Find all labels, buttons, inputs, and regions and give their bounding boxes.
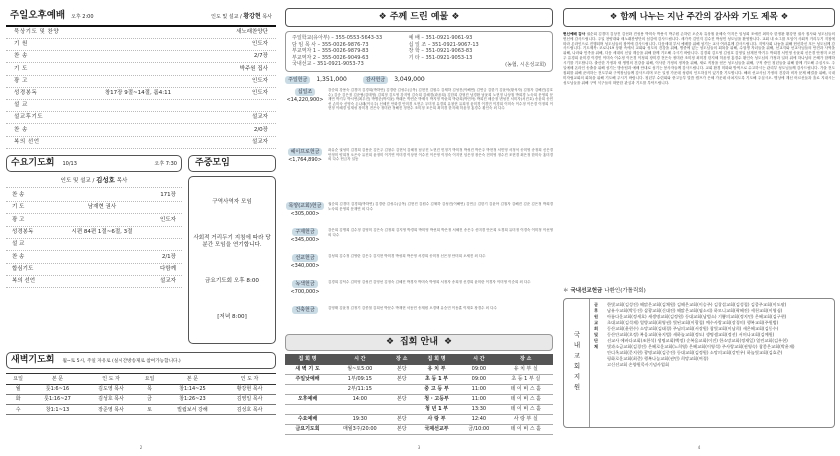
service-order-row	[6, 100, 276, 112]
table-cell: 데 이 비 스 홀	[499, 424, 553, 434]
table-cell: 수	[6, 405, 30, 415]
table-cell: 룻1:16~27	[30, 394, 84, 404]
offering-row	[285, 148, 553, 198]
order-person: 171장	[160, 192, 176, 199]
dawn-prayer-note: 월~토 5시, 주일 자유로 (실시간방송제로 참여가능합니다.)	[62, 359, 181, 364]
table-cell: 화	[6, 394, 30, 404]
gathering-guide-header	[285, 334, 553, 351]
table-cell: 룻1:6~16	[30, 384, 84, 394]
prayer-banner	[563, 8, 835, 27]
list-item-text: 선교사 에바다교회(조한석) 생명교회(백정) 순복음교회(이진) 한소망교회(정재일) 열린교회(김우현)	[607, 338, 788, 344]
order-value: 창17장 9절~14절, 롬4:11	[104, 89, 172, 96]
sunday-service-header	[6, 8, 276, 27]
table-row	[285, 394, 553, 404]
table-cell: 목	[137, 384, 161, 394]
report-text: 권순희 김경미 김상진 김선화 진성용 박미숙 박용식 박주원 손하린 오순옥 유상철 윤혜숙 이지은 임성희 조예진 최미숙 한정완 황강현 권사 집사와 성도님들의 헌신에 감사드립니다. 주일 찬양대와 새노래찬양단의 섬김에 감사드립니다. 새가족 김민지 김수진 박성민 성도님을 환영합니다. 교회 내 소그룹 모임이 사회적 거리두기 지침에 따라 온라인으로 진행되며 성도님들의 참여에 감사드립니다. 다음세대 부서 예배를 위해 섬기는 교사 여러분께 감사드립니다. 지역사회 나눔을 위해 헌신하신 모든 성도님께 감사드립니다. 기도제목: 코로나19 상황 속에서 교회와 성도의 건강을 위해, 병중에 있는 성도님들의 회복을 위해, 수험생 자녀들을 위해, 선교지와 선교사님들의 안전과 사역을 위해, 나라와 민족을 위해, 다음 세대의 신앙 계승을 위해 함께 기도해 주시기 바랍니다. 김경희 김도영 김성호 김영일 남재현 박기두 박희경 서민영 송윤희 신은경 안정미 오현주 유경희 윤미경 이경민 이미숙 이수정 이은경 이정희 장미경 전은숙 정미란 조미정 최미경 한지혜 허윤정 홍경수 황인숙 성도님의 가정과 일터 위에 하나님의 은혜가 함께하시기를 기도합니다. 출산한 가정과 새 생명의 건강을 위해, 이사한 가정의 정착을 위해, 새로 직장을 얻은 성도님들을 위해, 구직 중인 청년들을 위해 함께 기도해 주십시오. 주일예배 온라인 송출을 위해 섬기는 방송팀과 예배 안내로 섬기는 봉사자들께 감사드립니다. 교회 환경 미화와 방역으로 수고하시는 관리부 성도님들께 감사드립니다. 가을 전도 집회를 위해 준비하는 전도부와 구역장님들께 감사드리며 모든 일정 가운데 성령의 인도하심이 있기를 기도합니다. 해외 선교사님 가정의 건강과 비자 문제 해결을 위해, 국내 미자립교회의 회복을 위해 기도해 주시기 바랍니다. 청년부 수련회와 중고등부 말씀 캠프가 은혜 가운데 마쳐지도록 기도해 주십시오. 병상에 계신 어르신들과 홀로 지내시는 성도님들을 위해 구역 식구들의 따뜻한 관심과 기도를 부탁드립니다.	[563, 31, 835, 86]
order-person: 박주원 집사	[239, 65, 268, 72]
order-label: 묵상기도 및 찬양	[14, 29, 60, 36]
offering-donors: 김성희 김수정 김영란 김은주 김지현 박미경 박성희 박은영 서경희 송미정 신은정 안미희 오세진 외 다수	[328, 254, 486, 258]
offering-category: 헤이프로헌금	[288, 148, 323, 156]
table-cell: 김도영 목사	[85, 384, 138, 394]
table-cell: 본당	[390, 374, 414, 384]
table-cell: 빌립보서 강해	[162, 405, 223, 415]
service-order-row	[6, 276, 182, 288]
offering-category-block	[285, 228, 325, 244]
gathering-guide-title: 집회 안내	[400, 337, 438, 347]
table-cell: 초 등 1 부	[414, 374, 459, 384]
account-list-right	[409, 35, 479, 68]
list-item-bullet: 회	[594, 325, 599, 331]
order-label: 기 도	[14, 65, 28, 72]
column-header: 요일	[6, 374, 30, 384]
offering-title: 주께 드린 예물	[389, 12, 449, 22]
order-person: 2/1장	[161, 253, 176, 260]
diamond-icon: ❖	[780, 12, 789, 22]
account-line: 기 타 – 351-0921-9053-13	[408, 54, 473, 61]
wednesday-service	[6, 155, 182, 344]
order-person: 인도자	[252, 41, 268, 48]
table-cell	[285, 384, 330, 394]
list-item-text: 안디옥교회(문지현) 광명교회(김중진) 등대교회(김정원) 소망의교회(강민우) 하늘빛교회(김효준)	[607, 350, 783, 356]
column-header: 장 소	[390, 354, 414, 364]
service-order-row	[6, 251, 182, 263]
column-header: 본 문	[30, 374, 84, 384]
order-person: 다함께	[160, 265, 176, 272]
table-cell: 오후예배	[285, 394, 330, 404]
table-row	[6, 384, 276, 394]
wednesday-service-leader: 인도 및 설교 / 김성호 목사	[6, 172, 182, 188]
table-cell: 월~토5:00	[330, 365, 390, 375]
weekday-meetings-header	[188, 155, 276, 172]
table-cell: 09:00	[459, 374, 498, 384]
table-cell: 1부/09:15	[330, 374, 390, 384]
table-cell: 12:40	[459, 414, 498, 424]
account-line: 부교역자 2 – 355-0026-9049-63	[292, 54, 369, 61]
table-cell: 중 고 등 부	[414, 384, 459, 394]
table-cell: 금요기도회	[285, 424, 330, 434]
offering-donors: 김영태 김윤정 김정기 김종철 김희선 박문수 박재현 서동민 송재원 오경택 유승민 이동훈 이재호 장경수 외 다수	[328, 306, 497, 310]
account-line: 부교역자 1 – 355-0026-9879-83	[292, 48, 369, 55]
wednesday-service-order	[6, 190, 182, 288]
domestic-mission-subtitle: 나환인(가톨릭회)	[604, 287, 646, 294]
table-header-row	[6, 374, 276, 384]
order-label: 설교후기도	[14, 114, 44, 121]
list-item-bullet	[594, 362, 604, 368]
order-person: 2/7장	[253, 53, 268, 60]
table-cell: 김영일 목사	[223, 394, 276, 404]
offering-category: 선교헌금	[292, 254, 317, 262]
list-item-bullet: 체	[594, 344, 599, 350]
thanks-and-prayer-report	[563, 32, 835, 284]
offering-row	[285, 254, 553, 276]
table-cell: 유 치 부 실	[499, 365, 553, 375]
table-row	[285, 414, 553, 424]
table-cell: 11:00	[459, 384, 498, 394]
order-label: 기 도	[12, 204, 25, 211]
wednesday-service-date: 10/13	[62, 160, 77, 167]
order-person: 인도자	[252, 89, 268, 96]
table-cell: 초 등 1 부 실	[499, 374, 553, 384]
offering-amount: 1,351,000	[316, 76, 347, 84]
order-label: 광 고	[12, 216, 25, 223]
list-item-bullet: 단	[594, 338, 599, 344]
diamond-icon: ❖	[385, 337, 395, 347]
list-item-text: 고신선교회 손양원목사기념사업회	[607, 362, 670, 368]
table-cell	[390, 404, 414, 414]
sunday-service-time: 오후 2:00	[71, 14, 94, 20]
offering-donors: 곽유순 권성미 김경희 김용준 김은주 김창수 김현석 김혜정 남궁진 노현진 민정기 박미정 박성진 박은주 박현정 서민영 서정석 송미영 송정희 신은경 안정미 양희정 오은숙 유진희 윤정미 이기연 이미경 이상현 이수진 이은영 이정숙 이지현 임은정 장은숙 전미영 정수진 조현경 최은정 한미숙 홍미경 외 다수 헌금자 일동	[328, 148, 553, 162]
table-cell: 국제선교부	[414, 424, 459, 434]
service-order-row	[6, 76, 276, 88]
account-line: 국내선교 – 351-0921-9053-73	[292, 61, 364, 68]
offering-donors: 강순희 강용숙 김경미 김경희(박하연) 김경란 김성수(금목) 김현진 김원수 김채하 김성진(이해연) 김연금 김한기 김윤아(황석자) 김철자 김해진(김호수) 김준 김은정 김준협(김태영) 김희정 김도영 강지영 김숙희 김혜경(곽윤희) 김한희 강형진 남경환 남윤희 노현정 나상철 박희경 노숙희 문영희 문재연 박기두 박시연(최우진) 박병준(박지윤) 박래은 박민순 박제식 박지영 박윤희 박관희(박민아) 박희진 배순정 변성진 서미자(서진호) 송윤희 송민선 손미숙 신영숙 손나래(이국주) 신혜진 안화경 안미경 오현주 우미정 유경희 유창현 유희정 윤미경 이경민 이경희 이미숙 이수정 이은경 이정희 이현정 이혜경 임재성 장미경 전은숙 정미란 정해진 정현수 조미정 조은희 최미경 한지혜 허윤정 홍경수 황인숙 외 다수	[328, 88, 553, 111]
domestic-mission-title: ＊ 국내선교헌금 나환인(가톨릭회)	[563, 287, 646, 294]
column-header: 요일	[137, 374, 161, 384]
table-cell: 창1:1~13	[30, 405, 84, 415]
table-cell: 본당	[390, 394, 414, 404]
table-cell: 장준영 목사	[85, 405, 138, 415]
service-order-row	[6, 202, 182, 214]
offering-amount: <345,000>	[290, 237, 320, 244]
service-order-row	[6, 190, 182, 202]
table-cell: 금/10:00	[459, 424, 498, 434]
order-label: 설 교	[12, 241, 25, 248]
service-order-row	[6, 51, 276, 63]
table-cell: 본당	[390, 424, 414, 434]
diamond-icon: ❖	[609, 12, 618, 22]
table-cell: 금	[137, 394, 161, 404]
offering-donors: 김경희 김덕수 김미영 김성진 김영선 김정숙 김혜진 박경자 박미숙 박영희 서정자 송희정 신경희 윤미란 이경자 이미영 이순희 외 다수	[328, 280, 531, 284]
service-order-row	[6, 137, 276, 149]
order-label: 찬 송	[12, 192, 25, 199]
offering-category: 십일조	[295, 88, 316, 96]
account-line: 주일학교(유아부) – 355-0553-5643-33	[292, 35, 383, 42]
order-label: 찬 송	[14, 126, 28, 133]
offering-category: 건축헌금	[292, 306, 317, 314]
offering-amount: <1,764,890>	[288, 157, 322, 164]
bulletin-page-4	[563, 8, 835, 448]
offering-category: 목양(교회)헌금	[286, 202, 325, 210]
weekday-meetings-title: 주중모임	[195, 157, 230, 168]
table-header-row	[285, 354, 553, 364]
page-number: 3	[417, 445, 421, 450]
dawn-prayer-table	[6, 373, 276, 415]
offering-amount: <14,220,900>	[286, 97, 324, 104]
offering-category-block	[285, 88, 325, 104]
service-order-row	[6, 124, 276, 136]
order-label: 복의 선언	[14, 138, 40, 145]
table-cell: 새 벽 기 도	[285, 365, 330, 375]
service-order-row	[6, 214, 182, 226]
table-cell: 11:00	[459, 394, 498, 404]
order-label: 기 원	[14, 41, 28, 48]
column-header: 집 회 명	[285, 354, 330, 364]
table-cell: 데 이 비 스 홀	[499, 394, 553, 404]
offering-list	[285, 88, 553, 328]
order-person: 인도자	[252, 77, 268, 84]
domestic-mission-box	[563, 298, 835, 428]
column-header: 집 회 명	[414, 354, 459, 364]
list-item-bullet: 곧	[594, 301, 599, 307]
offering-row	[285, 202, 553, 224]
diamond-icon: ❖	[451, 12, 460, 22]
column-header: 인 도 자	[223, 374, 276, 384]
table-cell: 데 이 비 스 홀	[499, 404, 553, 414]
page-number: 4	[697, 445, 701, 450]
order-label: 성경봉독	[14, 89, 38, 96]
offering-amount: <700,000>	[290, 289, 320, 296]
meeting-item: 구역사역자 모임	[212, 199, 252, 206]
table-cell: 청 년 1 부	[414, 404, 459, 414]
offering-category-block	[285, 280, 325, 296]
diamond-icon: ＊	[563, 287, 569, 294]
list-item-text: 동산교회(윤현수) 소망교회(김태경) 주님의교회(서장원) 참빛교회(이남희) 새은혜교회(김동수)	[607, 325, 779, 331]
order-person: 설교자	[252, 138, 268, 145]
list-item-text: 한빛교회(김성진) 해맑은교회(김채원) 김해은교회(이승주) 김창섭교회(김성철) 김종주교회(이도팔)	[607, 301, 787, 307]
list-item-text: 아름다운교회(정세호) 새생명교회(김정원) 등대교회(남범소) 기쁨의교회(정지민) 은혜교회(김구현)	[607, 313, 787, 319]
order-person: 새노래찬양단	[236, 29, 268, 36]
wednesday-service-title: 수요기도회	[11, 157, 55, 168]
list-item-text: 남유수교회(박동진) 삼광교회(신대진) 해맑은교회(염소리) 하모니교회(곽혜진) 세천교회(이영심)	[607, 307, 783, 313]
account-line: 예 배 – 351-0921-9061-93	[408, 35, 473, 42]
list-item-text: 초대교회(김석제) 열방교회(최영권) 빛된교회(이광철) 예수사랑교회(장경미) 행복교회(주원범)	[607, 319, 779, 325]
dawn-prayer-title: 새벽기도회	[11, 355, 55, 365]
order-label: 찬 송	[14, 53, 28, 60]
order-label: 성경봉독	[12, 228, 34, 235]
service-order-row	[6, 112, 276, 124]
column-header: 인 도 자	[85, 374, 138, 384]
offering-category-block	[285, 202, 325, 218]
offering-category: 구제헌금	[292, 228, 317, 236]
order-label: 복의 선언	[12, 278, 36, 285]
table-row	[285, 374, 553, 384]
table-cell: 주일낮예배	[285, 374, 330, 384]
table-cell: 매월3주/20:00	[330, 424, 390, 434]
offering-amount: 3,049,000	[394, 76, 425, 84]
offering-category-block	[285, 254, 325, 270]
account-info	[285, 31, 553, 72]
main-offering-summary	[285, 76, 553, 84]
table-cell	[390, 384, 414, 394]
order-label: 합심기도	[12, 265, 34, 272]
order-person: 인도자	[160, 216, 176, 223]
prayer-title: 함께 나누는 지난 주간의 감사와 기도 제목	[620, 12, 778, 22]
table-cell: 본당	[390, 414, 414, 424]
account-line: 담 임 목 사 – 355-0026-9876-73	[292, 41, 369, 48]
account-bank-note: (농협, 시온성교회)	[505, 61, 546, 68]
table-cell: 황강현 목사	[223, 384, 276, 394]
order-value: 시편 84편 1절~6절, 3절	[71, 228, 133, 235]
order-label: 찬 송	[12, 253, 25, 260]
table-row	[285, 384, 553, 394]
domestic-mission-side-label: 국내교회지원	[564, 299, 590, 427]
offering-donors: 권순희 김경미 김경희(박하연) 김경란 김성수(금목) 김현진 김원수 김채하 김성진(이해연) 김연금 김한기 김윤아 김철자 김해진 김준 김은정 박희경 노숙희 문영희 문재연 외 다수	[328, 202, 553, 211]
offering-amount: <305,000>	[290, 211, 320, 218]
table-cell: 사 랑 부 실	[499, 414, 553, 424]
offering-row	[285, 306, 553, 328]
table-cell: 14:00	[330, 394, 390, 404]
column-header: 시 간	[459, 354, 498, 364]
offering-row	[285, 280, 553, 302]
list-item-bullet: 후	[594, 307, 599, 313]
list-item-text: 동산안교회(오정) 복음교회(유지범) 새하늘교회(정도) 생명샘교회(정선) 서머나교회(김예원)	[607, 331, 775, 337]
order-value: 남재현 권사	[87, 204, 117, 211]
gathering-guide-table	[285, 354, 553, 434]
table-cell: 사 랑 부	[414, 414, 459, 424]
offering-banner	[285, 8, 553, 27]
column-header: 본 문	[162, 374, 223, 384]
table-cell: 13:30	[459, 404, 498, 414]
meeting-notice: 사회적 거리두기 지침에 따라 당분간 모임을 연기합니다.	[193, 235, 271, 249]
service-order-row	[6, 63, 276, 75]
table-cell: 청 · 고등부	[414, 394, 459, 404]
list-item-bullet: 교	[594, 319, 599, 325]
diamond-icon: ❖	[443, 337, 453, 347]
offering-donors: 강은희 김명희 김수정 김영미 김은숙 김정희 김지영 박경희 박미영 박선희 박은정 서혜진 송은주 신미경 안은희 오경희 유미정 이경숙 이미정 이선영 외 다수	[328, 228, 553, 237]
sunday-service-order	[6, 27, 276, 149]
order-label: 설 교	[14, 102, 28, 109]
report-lead: 헌신예배 감사	[563, 31, 586, 36]
table-cell: 19:30	[330, 414, 390, 424]
table-row	[6, 394, 276, 404]
list-item-text: 빛과소금교회(김경진) 은혜로운교회(노희영) 은혜교회(이영석) 주사랑교회(권영숙) 참좋은교회(박윤재)	[607, 344, 795, 350]
list-item-bullet: 원	[594, 313, 599, 319]
meeting-item: 금요기도회 오후 8:00	[205, 277, 259, 284]
page-number: 2	[139, 445, 143, 450]
table-cell: 09:00	[459, 365, 498, 375]
offering-category: 주일헌금	[285, 76, 310, 84]
wednesday-service-header	[6, 155, 182, 172]
service-order-row	[6, 88, 276, 100]
table-cell: 2부/11:15	[330, 384, 390, 394]
table-cell: 토	[137, 405, 161, 415]
table-cell: 데 이 비 스 홀	[499, 384, 553, 394]
table-cell: 김성호 목사	[223, 405, 276, 415]
account-line: 장 학 – 351-0921-9063-83	[408, 48, 473, 55]
wednesday-service-time: 오후 7:30	[154, 160, 177, 167]
weekday-meetings	[188, 155, 276, 344]
service-order-row	[6, 227, 182, 239]
table-cell: 본당	[390, 365, 414, 375]
account-list-left	[292, 35, 382, 68]
sunday-service-title: 주일오후예배	[10, 10, 66, 21]
offering-row	[285, 88, 553, 144]
table-cell: 월	[6, 384, 30, 394]
list-item	[594, 362, 830, 368]
bulletin-page-2	[6, 8, 276, 448]
column-header: 시 간	[330, 354, 390, 364]
service-order-row	[6, 239, 182, 251]
table-cell	[330, 404, 390, 414]
order-person: 2/0장	[253, 126, 268, 133]
list-item-bullet: 및	[594, 331, 599, 337]
bulletin-page-3	[285, 8, 553, 448]
table-cell: 유 치 부	[414, 365, 459, 375]
service-order-row	[6, 39, 276, 51]
service-order-row	[6, 27, 276, 39]
offering-category-block	[285, 306, 325, 315]
account-line: 십 일 조 – 351-0921-9067-13	[408, 41, 479, 48]
meeting-item: [저녁 8:00]	[217, 313, 247, 320]
column-header: 장 소	[499, 354, 553, 364]
offering-amount: <340,000>	[290, 263, 320, 270]
diamond-icon: ❖	[378, 12, 387, 22]
service-order-row	[6, 264, 182, 276]
offering-category: 감사헌금	[363, 76, 388, 84]
domestic-mission-list	[590, 299, 834, 427]
table-row	[285, 365, 553, 375]
offering-category-block	[285, 148, 325, 164]
sunday-service-leader: 인도 및 설교 / 황강현 목사	[211, 13, 272, 20]
offering-category: 녹색헌금	[292, 280, 317, 288]
table-row	[6, 405, 276, 415]
order-label: 광 고	[14, 77, 28, 84]
table-cell: 창1:14~25	[162, 384, 223, 394]
order-person: 설교자	[252, 114, 268, 121]
list-item-text: 평화로운교회(최준) 행복나눔교회(권민) 희망교회(여경)	[607, 356, 709, 362]
table-cell: 수요예배	[285, 414, 330, 424]
order-person: 설교자	[160, 278, 176, 285]
table-row	[285, 404, 553, 414]
table-cell	[285, 404, 330, 414]
dawn-prayer-header	[6, 352, 276, 369]
offering-row	[285, 228, 553, 250]
table-cell: 김성호 목사	[85, 394, 138, 404]
table-row	[285, 424, 553, 434]
table-cell: 창1:26~23	[162, 394, 223, 404]
weekday-meetings-body	[188, 176, 276, 344]
